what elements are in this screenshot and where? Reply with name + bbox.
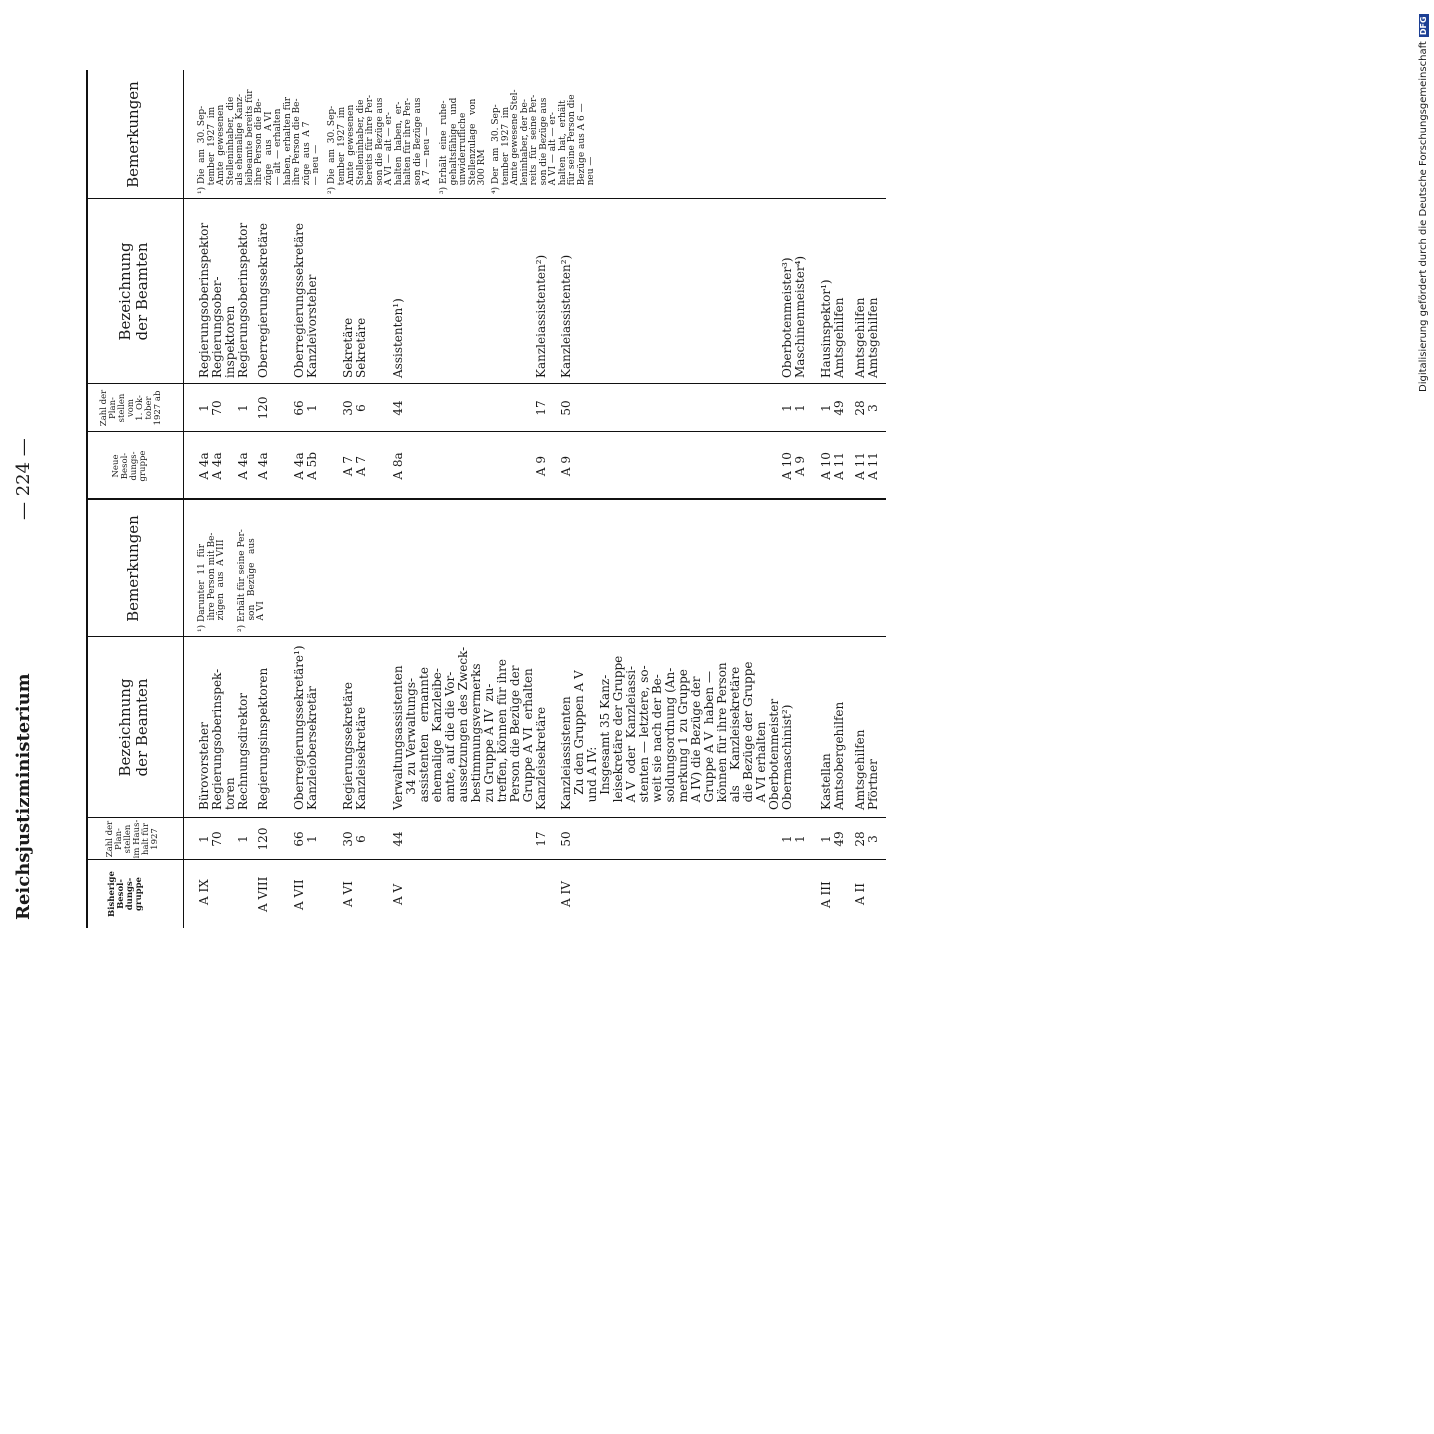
count-a-v: 44 17 bbox=[391, 831, 548, 847]
new-designation-a-ix: Regierungsoberinspektor Regierungsober- inspektoren Regierungsoberinspektor bbox=[197, 222, 250, 378]
count-a-viii: 120 bbox=[256, 827, 270, 851]
new-group-a-viii: A 4a bbox=[256, 452, 270, 480]
old-group-a-v: A V bbox=[391, 883, 405, 905]
designation-a-vii: Oberregierungssekretäre¹) Kanzleiobersekretär bbox=[292, 645, 319, 810]
remark-left-footnote-2: ²) Erhält für seine Per- son Bezüge aus A VI bbox=[237, 529, 266, 632]
new-group-a-v: A 8a A 9 bbox=[391, 452, 548, 480]
new-group-a-ii: A 11 A 11 bbox=[853, 452, 880, 480]
header-remarks-right: Bemerkungen bbox=[124, 81, 142, 188]
old-group-a-vi: A VI bbox=[341, 881, 355, 907]
designation-a-viii: Regierungsinspektoren bbox=[256, 667, 270, 810]
new-group-a-ix: A 4a A 4a A 4a bbox=[197, 452, 250, 480]
header-count-1927: Zahl der Plan- stellen im Haus- halt für 1927 bbox=[105, 819, 160, 859]
designation-a-iii: Kastellan Amtsobergehilfen bbox=[819, 701, 846, 810]
old-group-a-vii: A VII bbox=[292, 879, 306, 910]
designation-a-v: Verwaltungsassistenten 34 zu Verwaltungs- assistenten ernannte ehemalige Kanzleibe- amte, auf die die Vor- aussetzungen des Zweck- bestimmungsvermerks zu Gruppe A IV zu- treffen, können für ihre Person die Bezüge der Gruppe A VI erhalten Kanzleisekretäre bbox=[391, 646, 548, 810]
designation-a-vi: Regierungssekretäre Kanzleisekretäre bbox=[341, 682, 368, 810]
new-designation-a-viii: Oberregierungssekretäre bbox=[256, 222, 270, 378]
page-number: — 224 — bbox=[13, 438, 34, 520]
designation-a-ii: Amtsgehilfen Pförtner bbox=[853, 729, 880, 810]
new-designation-a-vi: Sekretäre Sekretäre bbox=[341, 317, 368, 378]
new-count-a-iv: 50 1 1 bbox=[559, 400, 807, 416]
header-old-group: Bisherige Besol- dungs- gruppe bbox=[107, 871, 144, 917]
old-group-a-ii: A II bbox=[853, 883, 867, 905]
new-count-a-vi: 30 6 bbox=[341, 400, 368, 416]
column-rule bbox=[86, 636, 886, 637]
old-group-a-ix: A IX bbox=[197, 879, 211, 905]
header-designation: Bezeichnung der Beamten bbox=[116, 678, 151, 777]
count-a-iii: 1 49 bbox=[819, 831, 846, 847]
column-rule bbox=[86, 198, 886, 199]
count-a-iv: 50 1 1 bbox=[559, 831, 807, 847]
count-a-ii: 28 3 bbox=[853, 831, 880, 847]
old-group-a-iv: A IV bbox=[559, 881, 573, 907]
dfg-logo: DFG bbox=[1419, 16, 1428, 36]
credit-text: Digitalisierung gefördert durch die Deutsche Forschungsgemeinschaft bbox=[1418, 41, 1429, 392]
new-count-a-iii: 1 49 bbox=[819, 400, 846, 416]
new-group-a-iii: A 10 A 11 bbox=[819, 452, 846, 480]
old-group-a-iii: A III bbox=[819, 881, 833, 908]
new-group-a-vii: A 4a A 5b bbox=[292, 452, 319, 480]
new-count-a-vii: 66 1 bbox=[292, 400, 319, 416]
header-new-designation: Bezeichnung der Beamten bbox=[116, 242, 151, 341]
count-a-vii: 66 1 bbox=[292, 831, 319, 847]
designation-a-iv: Kanzleiassistenten Zu den Gruppen A V und A IV: Insgesamt 35 Kanz- leisekretäre der Gruppe A V oder Kanzleiassi- stenten — letztere, so- weit sie nach der Be- soldungsordnung (An- merkung 1 zu Gruppe A IV) die Bezüge der Gruppe A V haben — können für ihre Person als Kanzleisekretäre die Bezüge der Gruppe A VI erhalten Oberbotenmeister Obermaschinist²) bbox=[559, 655, 794, 810]
remark-right-footnote-3: ³) Erhält eine ruhe- gehaltsfähige und unwiderrufliche Stellenzulage von 300 RM bbox=[439, 97, 487, 194]
remark-left-footnote-1: ¹) Darunter 11 für ihre Person mit Be- zügen aus A VIII bbox=[197, 532, 226, 632]
new-count-a-v: 44 17 bbox=[391, 400, 548, 416]
new-group-a-iv: A 9 A 10 A 9 bbox=[559, 452, 807, 480]
count-a-ix: 1 70 1 bbox=[197, 831, 250, 847]
running-title: Reichsjustizministerium bbox=[13, 673, 34, 920]
remark-right-footnote-4: ⁴) Der am 30. Sep- tember 1927 im Amte gewesene Stel- leninhaber, der be- reits für seine Per- son die Bezüge aus A VI — alt — er- halten hat, erhält für seine Person die Bezüge aus A 6 — neu — bbox=[491, 89, 596, 194]
new-group-a-vi: A 7 A 7 bbox=[341, 455, 368, 477]
remark-right-footnote-1: ¹) Die am 30. Sep- tember 1927 im Amte gewesenen Stelleninhaber, die als ehemalige Kanz- leibeamte bereits für ihre Person die Be- züge aus A VI — alt — erhalten haben, erhalten für ihre Person die Be- züge aus A 7 — neu — bbox=[197, 89, 321, 194]
new-designation-a-iv: Kanzleiassistenten²) Oberbotenmeister³) Maschinenmeister⁴) bbox=[559, 254, 807, 378]
new-designation-a-ii: Amtsgehilfen Amtsgehilfen bbox=[853, 297, 880, 378]
count-a-vi: 30 6 bbox=[341, 831, 368, 847]
header-remarks-left: Bemerkungen bbox=[124, 515, 142, 622]
remark-right-footnote-2: ²) Die am 30. Sep- tember 1927 im Amte gewesenen Stelleninhaber, die bereits für ihre Per- son die Bezüge aus A VI — alt — er- halten haben, er- halten für ihre Per- son die Bezüge aus A 7 — neu — bbox=[327, 94, 432, 194]
header-count-oct: Zahl der Plan- stellen vom 1. Ok- tober 1927 ab bbox=[99, 389, 163, 427]
new-count-a-ii: 28 3 bbox=[853, 400, 880, 416]
old-group-a-viii: A VIII bbox=[256, 876, 270, 912]
digitization-credit bbox=[1414, 0, 1434, 1000]
new-count-a-viii: 120 bbox=[256, 396, 270, 420]
new-designation-a-iii: Hausinspektor¹) Amtsgehilfen bbox=[819, 279, 846, 378]
new-designation-a-v: Assistenten¹) Kanzleiassistenten²) bbox=[391, 254, 548, 378]
header-new-group: Neue Besol- dungs- gruppe bbox=[111, 450, 148, 482]
new-designation-a-vii: Oberregierungssekretäre Kanzleivorsteher bbox=[292, 222, 319, 378]
designation-a-ix: Bürovorsteher Regierungsoberinspek- toren Rechnungsdirektor bbox=[197, 668, 250, 810]
new-count-a-ix: 1 70 1 bbox=[197, 400, 250, 416]
